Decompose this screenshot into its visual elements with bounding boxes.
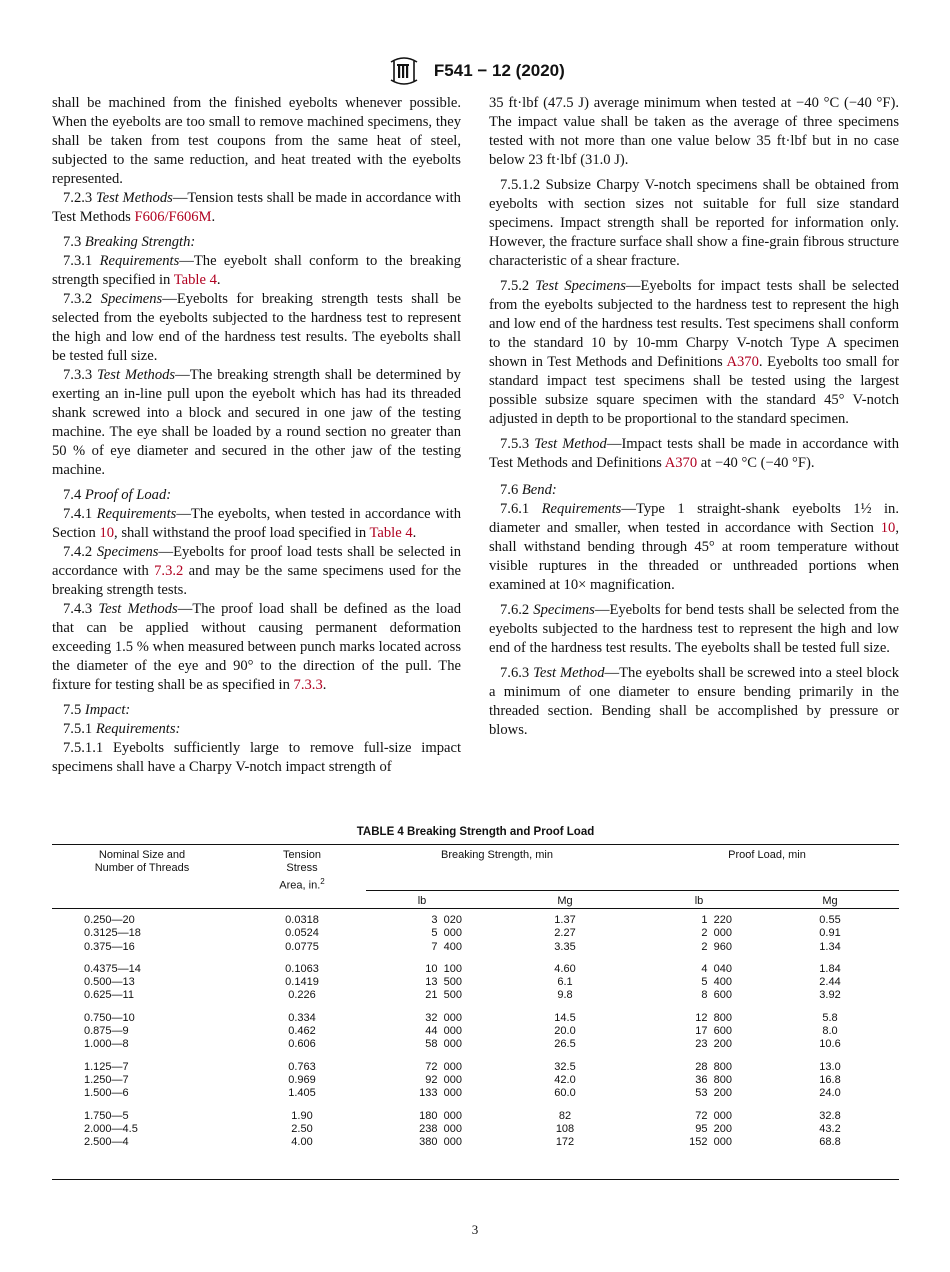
italic-heading: Requirements: xyxy=(95,721,181,737)
cell-proof-mg: 3.92 xyxy=(819,989,841,1002)
italic-heading: Test Specimens xyxy=(535,278,626,294)
cross-reference-link[interactable]: A370 xyxy=(664,455,698,471)
cell-proof-mg: 16.8 xyxy=(819,1073,841,1086)
cell-tension-area: 0.0775 xyxy=(285,940,319,953)
text-run: —Impact tests shall be made in accordance with Test Methods and Definitions xyxy=(489,436,900,471)
table-row xyxy=(52,1136,899,1149)
cross-reference-link[interactable]: Table 4 xyxy=(173,272,217,288)
cell-tension-area: 0.763 xyxy=(288,1060,316,1073)
cell-proof-lb: 53 200 xyxy=(695,1087,732,1100)
text-run: 35 ft·lbf (47.5 J) average minimum when tested at −40 °C (−40 °F). The impact value shall be taken as the average of three specimens tested with not more than one value below 35 ft·lbf but in no case below 23 ft·lbf (31.0 J). xyxy=(489,95,899,168)
cell-proof-lb: 152 000 xyxy=(689,1136,732,1149)
cell-breaking-mg: 108 xyxy=(555,1122,575,1135)
cell-proof-mg: 8.0 xyxy=(822,1025,838,1038)
text-run: —Eyebolts for impact tests shall be selected from the eyebolts subjected to the hardness test to represent the high and low end of the hardness test results. Test specimens shall conform to the standard 10 by 10-mm Charpy V-notch Type A specimen shown in Test Methods and Definitions xyxy=(489,278,900,370)
text-run: 7.3.1 xyxy=(63,253,100,269)
header-size-line1: Nominal Size and xyxy=(98,849,186,861)
table-rule-header xyxy=(52,908,899,909)
cell-breaking-lb: 5 000 xyxy=(431,927,462,940)
cell-proof-mg: 0.55 xyxy=(819,914,841,926)
cell-nominal-size: 1.000—8 xyxy=(84,1038,129,1051)
paragraph xyxy=(489,435,899,473)
text-run: 7.6.1 xyxy=(500,501,542,517)
cell-nominal-size: 1.250—7 xyxy=(84,1073,129,1086)
cell-breaking-mg: 3.35 xyxy=(554,940,576,953)
table-row xyxy=(52,989,899,1002)
cell-tension-area: 0.606 xyxy=(288,1038,316,1051)
table-rule-bottom xyxy=(52,1179,899,1180)
cell-proof-lb: 12 800 xyxy=(695,1011,732,1024)
left-column xyxy=(52,94,461,777)
italic-heading: Test Method xyxy=(533,665,605,681)
table-row xyxy=(52,1025,899,1038)
text-run: 7.6.2 xyxy=(500,602,534,618)
paragraph xyxy=(489,664,899,740)
table-row xyxy=(52,941,899,954)
header-area-line3 xyxy=(252,875,352,893)
paragraph xyxy=(489,277,899,429)
paragraph xyxy=(52,290,461,366)
text-run: . Eyebolts too small for standard impact test specimens shall be tested using the largest possible subsize square specimen with the standard 45° V-notch adjusted in depth to be proportional to the standard specimen. xyxy=(489,354,899,427)
cross-reference-link[interactable]: 10 xyxy=(99,525,115,541)
cell-breaking-lb: 32 000 xyxy=(425,1011,462,1024)
cell-proof-mg: 32.8 xyxy=(819,1109,841,1122)
italic-heading: Test Methods xyxy=(97,367,176,383)
italic-heading: Impact: xyxy=(84,702,131,718)
cell-breaking-mg: 32.5 xyxy=(554,1060,576,1073)
paragraph xyxy=(52,600,461,695)
text-run: 7.5 xyxy=(63,702,85,718)
cell-breaking-lb: 180 000 xyxy=(419,1109,462,1122)
cell-nominal-size: 1.750—5 xyxy=(84,1109,129,1122)
header-area-sup: 2 xyxy=(320,877,325,886)
header-breaking-strength: Breaking Strength, min xyxy=(441,849,553,861)
header-breaking-lb: lb xyxy=(417,895,427,907)
text-run: 7.4.1 xyxy=(63,506,97,522)
page-header xyxy=(0,56,950,86)
cell-tension-area: 2.50 xyxy=(291,1122,313,1135)
cell-nominal-size: 2.500—4 xyxy=(84,1136,129,1149)
text-run: at −40 °C (−40 °F). xyxy=(697,455,815,471)
cell-proof-lb: 23 200 xyxy=(695,1038,732,1051)
table-row xyxy=(52,1087,899,1100)
paragraph xyxy=(52,720,461,739)
paragraph xyxy=(489,500,899,595)
cell-breaking-lb: 44 000 xyxy=(425,1025,462,1038)
text-run: shall be machined from the finished eyebolts whenever possible. When the eyebolts are too small to remove machined specimens, they shall be taken from test coupons from the same heat of steel, subjected to the same reduction, and heat treated with the eyebolts represented. xyxy=(52,95,461,187)
text-run: and may be the same specimens used for the breaking strength tests. xyxy=(52,563,461,598)
table-row xyxy=(52,976,899,989)
cell-nominal-size: 0.4375—14 xyxy=(84,962,141,975)
cell-nominal-size: 1.125—7 xyxy=(84,1060,129,1073)
cell-proof-lb: 4 040 xyxy=(701,962,732,975)
text-run: 7.6.3 xyxy=(500,665,534,681)
text-run: 7.5.1 xyxy=(63,721,96,737)
cell-tension-area: 0.462 xyxy=(288,1025,316,1038)
cross-reference-link[interactable]: A370 xyxy=(726,354,759,370)
cell-tension-area: 0.1419 xyxy=(285,976,319,989)
document-designation: F541 − 12 (2020) xyxy=(433,61,565,80)
text-run: —The eyebolts shall be screwed into a steel block a minimum of one diameter to ensure bending primarily in the threaded section. Bending shall be accomplished by pressure or blows. xyxy=(489,665,899,738)
text-run: 7.5.1.1 Eyebolts sufficiently large to remove full-size impact specimens shall have a Charpy V-notch impact strength of xyxy=(52,740,461,775)
cell-breaking-mg: 2.27 xyxy=(554,927,576,940)
cell-tension-area: 0.0524 xyxy=(285,927,319,940)
cell-breaking-lb: 21 500 xyxy=(425,989,462,1002)
text-run: 7.6 xyxy=(500,482,522,498)
cell-breaking-mg: 60.0 xyxy=(554,1087,576,1100)
cell-proof-mg: 2.44 xyxy=(819,976,841,989)
text-run: —Type 1 straight-shank eyebolts 1½ in. diameter and smaller, when tested in accordance with Section xyxy=(489,501,899,536)
table-row xyxy=(52,927,899,940)
cell-breaking-mg: 14.5 xyxy=(554,1011,576,1024)
text-run: . xyxy=(211,209,216,225)
cell-proof-mg: 1.84 xyxy=(819,962,841,975)
paragraph xyxy=(52,366,461,480)
cell-breaking-mg: 26.5 xyxy=(554,1038,576,1051)
table-rule-top xyxy=(52,844,899,845)
cell-proof-lb: 28 800 xyxy=(695,1060,732,1073)
paragraph xyxy=(52,94,461,189)
cell-proof-lb: 72 000 xyxy=(695,1109,732,1122)
header-area-unit: Area, in. xyxy=(279,879,321,892)
cell-tension-area: 4.00 xyxy=(291,1136,313,1149)
paragraph xyxy=(52,252,461,290)
text-run: 7.4.3 xyxy=(63,601,99,617)
cell-breaking-lb: 10 100 xyxy=(425,962,462,975)
text-run: . xyxy=(412,525,417,541)
text-run: 7.3 xyxy=(63,234,85,250)
astm-logo-icon xyxy=(385,56,423,86)
cell-proof-mg: 24.0 xyxy=(819,1087,841,1100)
text-run: 7.5.3 xyxy=(500,436,535,452)
cell-nominal-size: 0.875—9 xyxy=(84,1025,129,1038)
paragraph xyxy=(489,176,899,271)
paragraph xyxy=(489,94,899,170)
text-run: —Tension tests shall be made in accordance with Test Methods xyxy=(52,190,461,225)
text-run: —The eyebolt shall conform to the breaking strength specified in xyxy=(52,253,461,288)
table-row xyxy=(52,1038,899,1051)
page-number: 3 xyxy=(471,1222,479,1237)
table-title: TABLE 4 Breaking Strength and Proof Load xyxy=(356,826,595,838)
cell-nominal-size: 1.500—6 xyxy=(84,1087,129,1100)
text-run: —The proof load shall be defined as the load that can be applied without causing permanent deformation exceeding 1.5 % when measured between punch marks located across the diameter of the eye and 90° to the direction of the pull. The fixture for testing shall be as specified in xyxy=(52,601,461,693)
paragraph xyxy=(52,233,461,252)
cell-proof-lb: 36 800 xyxy=(695,1073,732,1086)
header-nominal-size xyxy=(72,849,212,875)
cross-reference-link[interactable]: 10 xyxy=(880,520,896,536)
cell-proof-lb: 95 200 xyxy=(695,1122,732,1135)
paragraph xyxy=(489,481,899,500)
cell-nominal-size: 0.3125—18 xyxy=(84,927,141,940)
text-run: —The breaking strength shall be determined by exerting an in-line pull upon the eyebolt which has had its threaded shank screwed into a block and secured in one jaw of the testing machine. The eye shall be loaded by a round section no greater than 50 % of eye diameter and secured in the other jaw of the testing machine. xyxy=(52,367,461,478)
header-proof-lb: lb xyxy=(694,895,704,907)
cell-breaking-lb: 380 000 xyxy=(419,1136,462,1149)
table-row xyxy=(52,1074,899,1087)
cell-proof-mg: 0.91 xyxy=(819,927,841,940)
text-run: 7.3.3 xyxy=(63,367,98,383)
cell-proof-mg: 13.0 xyxy=(819,1060,841,1073)
header-proof-load: Proof Load, min xyxy=(728,849,806,861)
cross-reference-link[interactable]: 7.3.3 xyxy=(293,677,323,693)
cell-proof-mg: 10.6 xyxy=(819,1038,841,1051)
cell-proof-mg: 5.8 xyxy=(822,1011,838,1024)
table-row xyxy=(52,1012,899,1025)
header-size-line2: Number of Threads xyxy=(94,862,190,874)
text-run: . xyxy=(322,677,327,693)
table-row xyxy=(52,963,899,976)
header-proof-mg: Mg xyxy=(822,895,838,907)
text-run: —Eyebolts for proof load tests shall be selected in accordance with xyxy=(52,544,461,579)
header-area-line1: Tension xyxy=(283,849,321,861)
cross-reference-link[interactable]: F606/F606M xyxy=(134,209,212,225)
cell-nominal-size: 0.625—11 xyxy=(84,989,134,1002)
text-run: —Eyebolts for breaking strength tests shall be selected from the eyebolts subjected to the hardness test to represent the high and low end of the hardness test results. The eyebolts shall be tested full size. xyxy=(52,291,461,364)
cell-nominal-size: 2.000—4.5 xyxy=(84,1122,138,1135)
paragraph xyxy=(52,486,461,505)
text-run: 7.4 xyxy=(63,487,85,503)
italic-heading: Bend: xyxy=(521,482,557,498)
text-run: 7.5.1.2 Subsize Charpy V-notch specimens shall be obtained from eyebolts with section sizes not suitable for full size standard specimens. Impact strength shall be reported for information only. However, the fracture surface shall show a fine-grain fibrous structure characteristic of a shear fracture. xyxy=(489,177,899,269)
cell-proof-mg: 68.8 xyxy=(819,1136,841,1149)
cell-breaking-mg: 4.60 xyxy=(554,962,576,975)
text-run: —Eyebolts for bend tests shall be selected from the eyebolts subjected to the hardness test to represent the high and low end of the hardness test results. The eyebolts shall be tested full size. xyxy=(489,602,899,656)
paragraph xyxy=(52,739,461,777)
cell-breaking-mg: 82 xyxy=(558,1109,572,1122)
table-rule-group xyxy=(366,890,899,891)
italic-heading: Test Methods xyxy=(95,190,173,206)
paragraph xyxy=(52,189,461,227)
text-run: 7.3.2 xyxy=(63,291,101,307)
italic-heading: Specimens xyxy=(96,544,159,560)
text-run: 7.2.3 xyxy=(63,190,96,206)
text-run: , shall withstand bending through 45° at room temperature without visible ruptures in the threaded or unthreaded portions when examined at 10× magnification. xyxy=(489,520,899,593)
italic-heading: Breaking Strength: xyxy=(84,234,196,250)
cell-proof-lb: 1 220 xyxy=(701,914,732,926)
italic-heading: Specimens xyxy=(533,602,595,618)
cell-proof-mg: 43.2 xyxy=(819,1122,841,1135)
cell-tension-area: 0.226 xyxy=(288,989,316,1002)
cell-proof-lb: 5 400 xyxy=(701,976,732,989)
italic-heading: Requirements xyxy=(96,506,177,522)
cell-proof-lb: 2 960 xyxy=(701,940,732,953)
cell-nominal-size: 0.750—10 xyxy=(84,1011,135,1024)
right-column xyxy=(489,94,899,740)
header-tension-area xyxy=(252,849,352,893)
cell-breaking-mg: 172 xyxy=(555,1136,575,1149)
text-run: . xyxy=(216,272,221,288)
cell-breaking-lb: 72 000 xyxy=(425,1060,462,1073)
table-row xyxy=(52,1061,899,1074)
cross-reference-link[interactable]: 7.3.2 xyxy=(154,563,184,579)
cell-breaking-lb: 238 000 xyxy=(419,1122,462,1135)
italic-heading: Requirements xyxy=(99,253,180,269)
cell-tension-area: 0.334 xyxy=(288,1011,316,1024)
table-row xyxy=(52,1123,899,1136)
cell-breaking-lb: 92 000 xyxy=(425,1073,462,1086)
cell-breaking-mg: 20.0 xyxy=(554,1025,576,1038)
table-body xyxy=(52,914,899,1149)
cell-breaking-mg: 6.1 xyxy=(557,976,573,989)
italic-heading: Proof of Load: xyxy=(84,487,172,503)
cell-breaking-mg: 1.37 xyxy=(554,914,576,926)
cell-proof-lb: 8 600 xyxy=(701,989,732,1002)
header-breaking-mg: Mg xyxy=(557,895,573,907)
cell-tension-area: 0.969 xyxy=(288,1073,316,1086)
table-row xyxy=(52,914,899,927)
paragraph xyxy=(52,543,461,600)
paragraph xyxy=(52,701,461,720)
cross-reference-link[interactable]: Table 4 xyxy=(369,525,413,541)
cell-tension-area: 0.0318 xyxy=(285,914,319,926)
text-run: 7.5.2 xyxy=(500,278,536,294)
cell-breaking-lb: 7 400 xyxy=(431,940,462,953)
cell-proof-lb: 17 600 xyxy=(695,1025,732,1038)
cell-proof-lb: 2 000 xyxy=(701,927,732,940)
cell-breaking-mg: 42.0 xyxy=(554,1073,576,1086)
text-run: —The eyebolts, when tested in accordance with Section xyxy=(52,506,461,541)
cell-tension-area: 0.1063 xyxy=(285,962,319,975)
cell-breaking-lb: 13 500 xyxy=(425,976,462,989)
italic-heading: Test Method xyxy=(534,436,607,452)
cell-tension-area: 1.405 xyxy=(288,1087,316,1100)
cell-breaking-lb: 3 020 xyxy=(431,914,462,926)
cell-breaking-mg: 9.8 xyxy=(557,989,573,1002)
italic-heading: Specimens xyxy=(100,291,163,307)
cell-breaking-lb: 58 000 xyxy=(425,1038,462,1051)
cell-nominal-size: 0.250—20 xyxy=(84,914,135,926)
paragraph xyxy=(489,601,899,658)
text-run: 7.4.2 xyxy=(63,544,97,560)
header-area-line2: Stress xyxy=(286,862,318,874)
text-run: , shall withstand the proof load specified in xyxy=(114,525,370,541)
cell-breaking-lb: 133 000 xyxy=(419,1087,462,1100)
cell-nominal-size: 0.375—16 xyxy=(84,940,135,953)
italic-heading: Test Methods xyxy=(98,601,178,617)
paragraph xyxy=(52,505,461,543)
italic-heading: Requirements xyxy=(541,501,622,517)
cell-nominal-size: 0.500—13 xyxy=(84,976,135,989)
cell-tension-area: 1.90 xyxy=(291,1109,313,1122)
table-row xyxy=(52,1110,899,1123)
cell-proof-mg: 1.34 xyxy=(819,940,841,953)
